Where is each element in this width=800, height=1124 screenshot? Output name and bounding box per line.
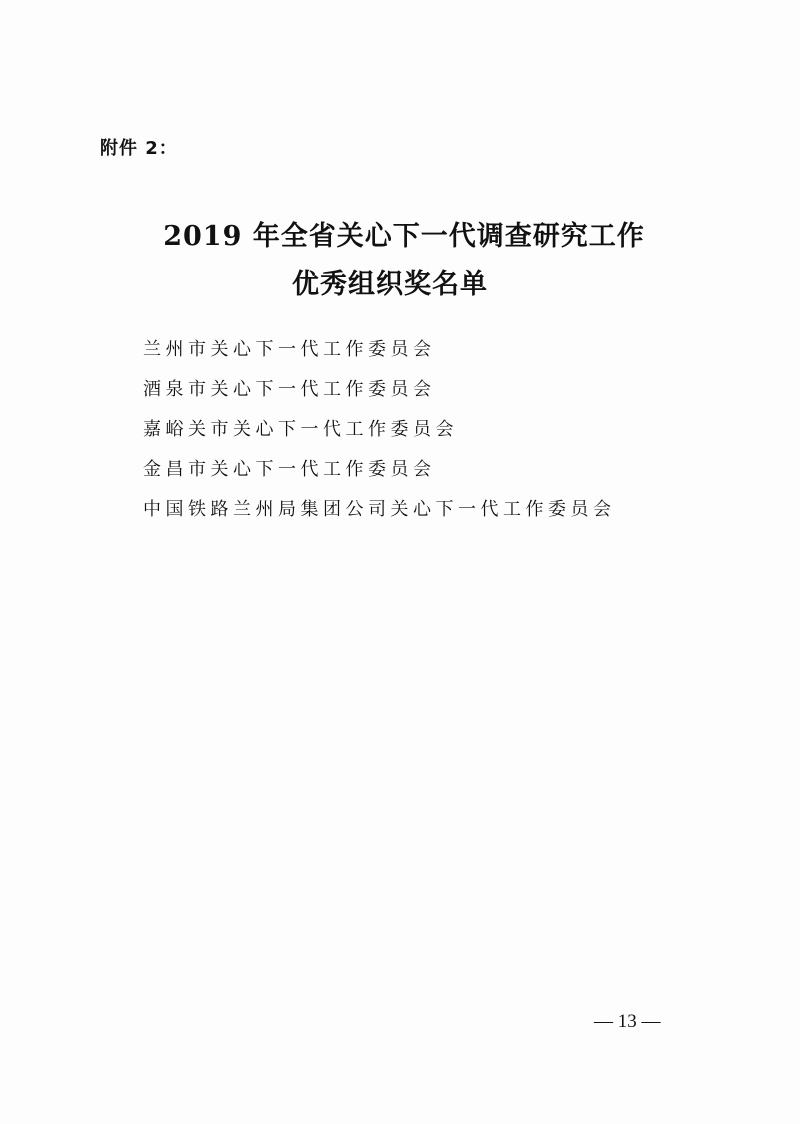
- document-title-line-1: 2019 年全省关心下一代调查研究工作: [163, 221, 645, 252]
- organization-item: 嘉峪关市关心下一代工作委员会: [143, 419, 458, 440]
- attachment-label: 附件 2：: [100, 138, 178, 159]
- organization-item: 酒泉市关心下一代工作委员会: [143, 379, 436, 400]
- page-number: — 13 —: [594, 1011, 661, 1032]
- organization-item: 中国铁路兰州局集团公司关心下一代工作委员会: [143, 499, 616, 520]
- document-title-line-2: 优秀组织奖名单: [292, 269, 488, 300]
- organization-item: 兰州市关心下一代工作委员会: [143, 339, 436, 360]
- organization-item: 金昌市关心下一代工作委员会: [143, 459, 436, 480]
- organization-list: [143, 330, 616, 530]
